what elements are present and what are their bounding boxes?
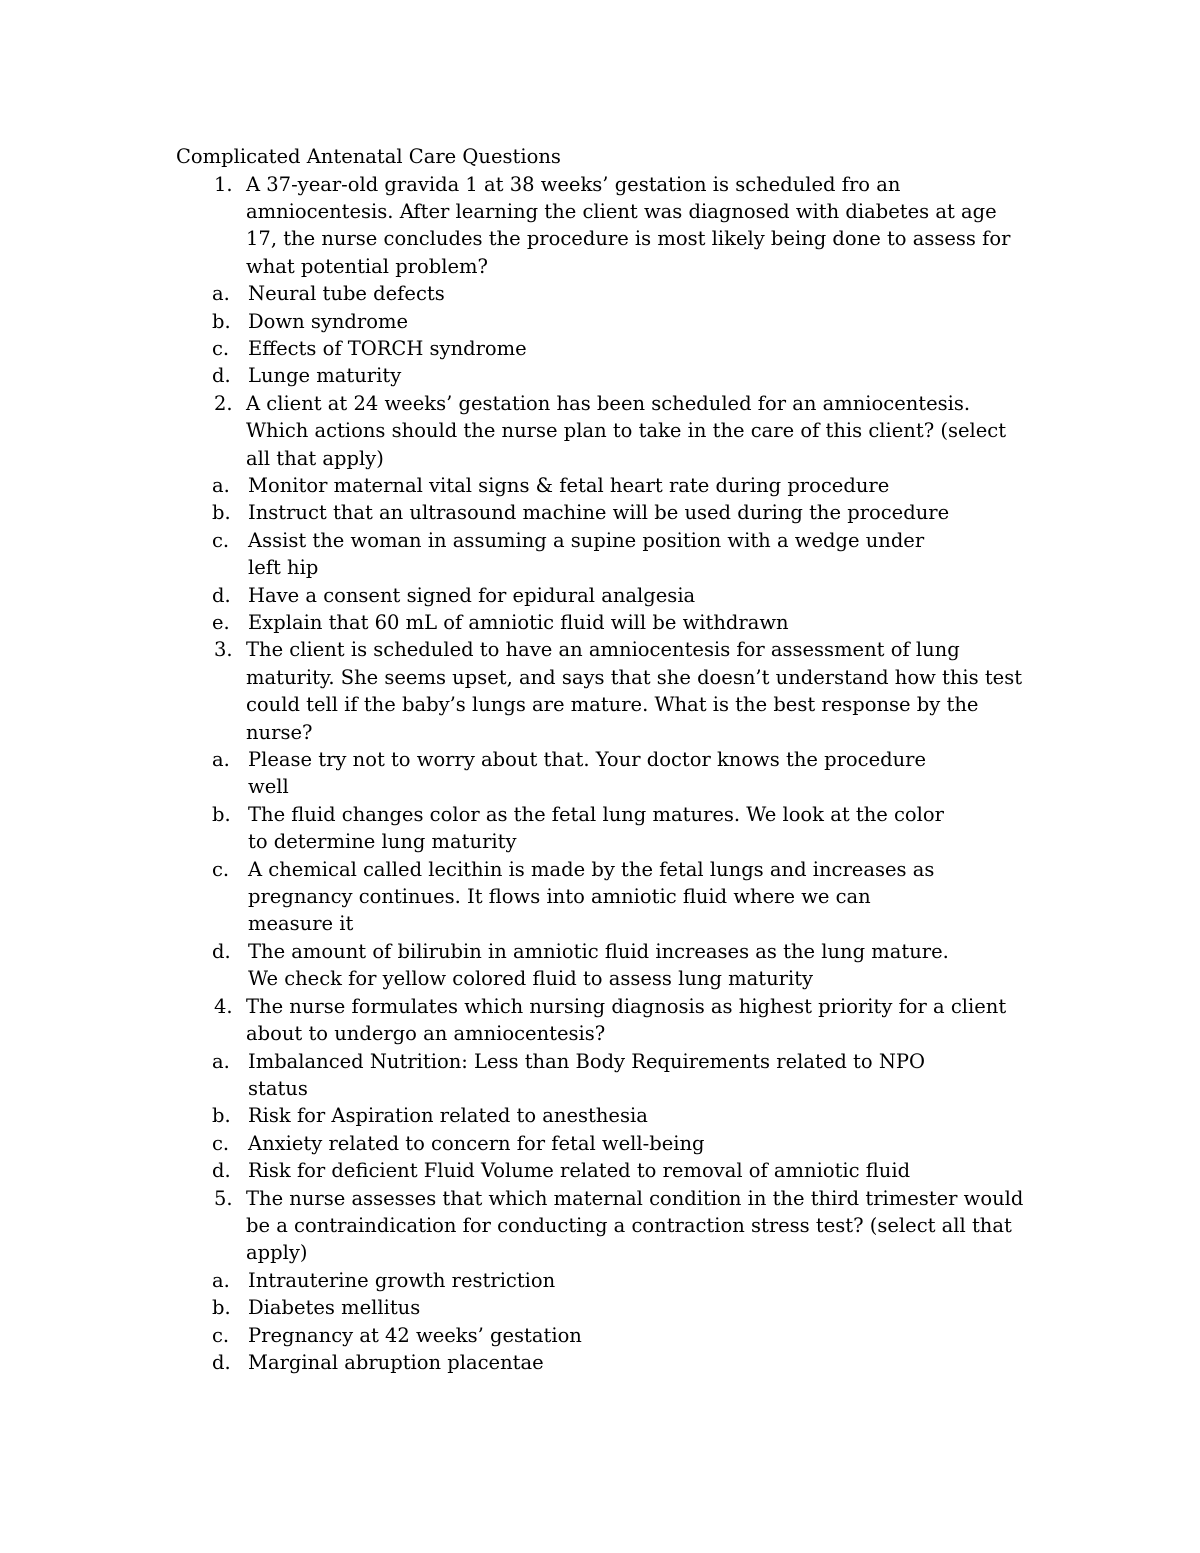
question-5-stem	[176, 1185, 1036, 1267]
option-letter: c.	[212, 857, 230, 881]
option-letter: c.	[212, 1323, 230, 1347]
option-text: The fluid changes color as the fetal lung matures. We look at the color to determine lung maturity	[248, 802, 944, 854]
document-title: Complicated Antenatal Care Questions	[176, 145, 561, 168]
question-text: A client at 24 weeks’ gestation has been scheduled for an amniocentesis. Which actions should the nurse plan to take in the care of this client? (select all that apply)	[246, 391, 1007, 470]
option-text: Risk for Aspiration related to anesthesia	[248, 1104, 648, 1128]
option-letter: d.	[212, 1159, 231, 1183]
option-item	[176, 1349, 1036, 1376]
option-text: Down syndrome	[248, 309, 408, 333]
question-3	[176, 636, 1036, 992]
option-item	[176, 362, 1036, 389]
option-item	[176, 335, 1036, 362]
option-text: Anxiety related to concern for fetal well-being	[248, 1131, 705, 1155]
question-1	[176, 171, 1036, 390]
option-text: Pregnancy at 42 weeks’ gestation	[248, 1323, 582, 1347]
option-letter: d.	[212, 583, 231, 607]
option-text: Imbalanced Nutrition: Less than Body Requirements related to NPO status	[248, 1049, 925, 1100]
question-number: 1.	[214, 172, 233, 196]
option-item	[176, 1130, 1036, 1157]
option-letter: c.	[212, 336, 230, 360]
option-text: Have a consent signed for epidural analgesia	[248, 583, 696, 607]
question-number: 5.	[214, 1186, 233, 1210]
option-text: Monitor maternal vital signs & fetal heart rate during procedure	[248, 473, 890, 497]
option-text: A chemical called lecithin is made by the fetal lungs and increases as pregnancy continues. It flows into amniotic fluid where we can measure it	[248, 857, 935, 936]
option-item	[176, 527, 1036, 582]
option-item	[176, 856, 1036, 938]
question-2-stem	[176, 390, 1036, 472]
option-item	[176, 472, 1036, 499]
option-letter: b.	[212, 1104, 231, 1128]
question-number: 2.	[214, 391, 233, 415]
question-text: The nurse formulates which nursing diagnosis as highest priority for a client about to undergo an amniocentesis?	[246, 994, 1007, 1046]
question-5	[176, 1185, 1036, 1377]
option-letter: c.	[212, 528, 230, 552]
option-letter: b.	[212, 501, 231, 525]
question-1-stem	[176, 171, 1036, 281]
question-number: 3.	[214, 638, 233, 662]
option-text: Neural tube defects	[248, 282, 445, 306]
option-text: Explain that 60 mL of amniotic fluid will be withdrawn	[248, 611, 789, 634]
option-letter: e.	[212, 611, 230, 634]
option-item	[176, 308, 1036, 335]
option-item	[176, 582, 1036, 609]
option-letter: b.	[212, 309, 231, 333]
option-item	[176, 801, 1036, 856]
option-letter: d.	[212, 939, 231, 963]
question-text: The client is scheduled to have an amniocentesis for assessment of lung maturity. She seems upset, and says that she doesn’t understand how this test could tell if the baby’s lungs are mature. What is the best response by the nurse?	[246, 638, 1023, 744]
option-letter: a.	[212, 1049, 230, 1073]
option-item	[176, 1157, 1036, 1184]
option-text: The amount of bilirubin in amniotic fluid increases as the lung mature. We check for yellow colored fluid to assess lung maturity	[248, 939, 949, 991]
option-letter: d.	[212, 364, 231, 388]
option-letter: b.	[212, 1296, 231, 1320]
option-text: Effects of TORCH syndrome	[248, 336, 527, 360]
option-text: Diabetes mellitus	[248, 1296, 421, 1320]
question-4-stem	[176, 993, 1036, 1048]
option-text: Marginal abruption placentae	[248, 1350, 544, 1374]
question-list	[176, 171, 1036, 1377]
option-item	[176, 1294, 1036, 1321]
option-text: Instruct that an ultrasound machine will be used during the procedure	[248, 501, 950, 525]
option-letter: a.	[212, 282, 230, 306]
question-number: 4.	[214, 994, 233, 1018]
option-text: Please try not to worry about that. Your doctor knows the procedure well	[248, 748, 927, 799]
option-item	[176, 1322, 1036, 1349]
option-item	[176, 1102, 1036, 1129]
option-letter: a.	[212, 473, 230, 497]
question-3-stem	[176, 636, 1036, 746]
question-text: The nurse assesses that which maternal condition in the third trimester would be a contraindication for conducting a contraction stress test? (select all that apply)	[246, 1186, 1024, 1265]
option-item	[176, 938, 1036, 993]
option-item	[176, 609, 1036, 636]
option-item	[176, 746, 1036, 801]
option-item	[176, 499, 1036, 526]
option-item	[176, 1048, 1036, 1103]
option-text: Risk for deficient Fluid Volume related to removal of amniotic fluid	[248, 1159, 911, 1183]
option-letter: d.	[212, 1350, 231, 1374]
option-text: Assist the woman in assuming a supine position with a wedge under left hip	[248, 528, 925, 580]
question-text: A 37-year-old gravida 1 at 38 weeks’ gestation is scheduled fro an amniocentesis. After learning the client was diagnosed with diabetes at age 17, the nurse concludes the procedure is most likely being done to assess for what potential problem?	[246, 172, 1011, 278]
question-4	[176, 993, 1036, 1185]
option-letter: c.	[212, 1131, 230, 1155]
option-text: Intrauterine growth restriction	[248, 1268, 556, 1292]
option-letter: a.	[212, 748, 230, 772]
option-item	[176, 1267, 1036, 1294]
option-letter: a.	[212, 1268, 230, 1292]
option-text: Lunge maturity	[248, 364, 402, 388]
question-2	[176, 390, 1036, 637]
option-letter: b.	[212, 802, 231, 826]
option-item	[176, 280, 1036, 307]
